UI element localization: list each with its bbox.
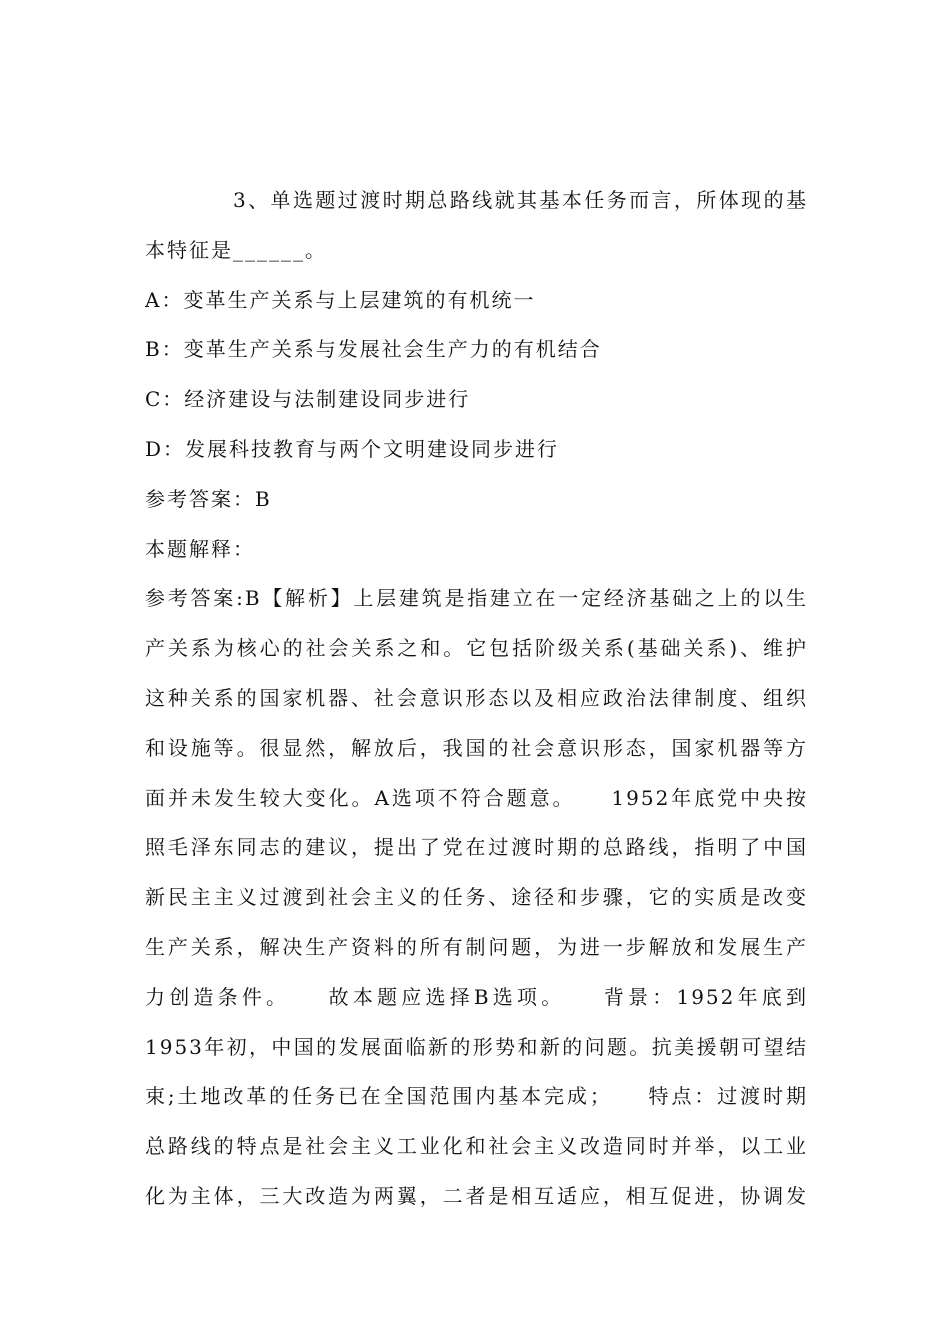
explanation-line: 生产关系，解决生产资料的所有制问题，为进一步解放和发展生产 bbox=[145, 934, 808, 959]
explanation-line: 和设施等。很显然，解放后，我国的社会意识形态，国家机器等方 bbox=[145, 735, 808, 760]
option-c: C：经济建设与法制建设同步进行 bbox=[145, 387, 471, 412]
explanation-line: 这种关系的国家机器、社会意识形态以及相应政治法律制度、组织 bbox=[145, 685, 808, 710]
option-b: B：变革生产关系与发展社会生产力的有机结合 bbox=[145, 337, 602, 362]
explanation-line: 照毛泽东同志的建议，提出了党在过渡时期的总路线，指明了中国 bbox=[145, 835, 808, 860]
explanation-line: 参考答案:B【解析】上层建筑是指建立在一定经济基础之上的以生 bbox=[145, 586, 808, 611]
question-line: 本特征是______。 bbox=[145, 237, 327, 262]
explanation-label: 本题解释： bbox=[145, 536, 255, 561]
explanation-line: 力创造条件。 故本题应选择B选项。 背景：1952年底到 bbox=[145, 984, 808, 1009]
explanation-line: 产关系为核心的社会关系之和。它包括阶级关系(基础关系)、维护 bbox=[145, 636, 808, 661]
explanation-line: 面并未发生较大变化。A选项不符合题意。 1952年底党中央按 bbox=[145, 785, 808, 810]
question-line: 3、单选题过渡时期总路线就其基本任务而言，所体现的基 bbox=[233, 188, 808, 212]
question-block bbox=[145, 176, 808, 1222]
explanation-line: 束;土地改革的任务已在全国范围内基本完成； 特点：过渡时期 bbox=[145, 1084, 808, 1109]
reference-answer: 参考答案：B bbox=[145, 486, 272, 511]
explanation-line: 1953年初，中国的发展面临新的形势和新的问题。抗美援朝可望结 bbox=[145, 1034, 808, 1059]
explanation-line: 总路线的特点是社会主义工业化和社会主义改造同时并举，以工业 bbox=[145, 1134, 808, 1159]
explanation-line: 化为主体，三大改造为两翼，二者是相互适应，相互促进，协调发 bbox=[145, 1183, 808, 1208]
option-d: D：发展科技教育与两个文明建设同步进行 bbox=[145, 436, 560, 461]
option-a: A：变革生产关系与上层建筑的有机统一 bbox=[145, 287, 536, 312]
explanation-line: 新民主主义过渡到社会主义的任务、途径和步骤，它的实质是改变 bbox=[145, 885, 808, 910]
